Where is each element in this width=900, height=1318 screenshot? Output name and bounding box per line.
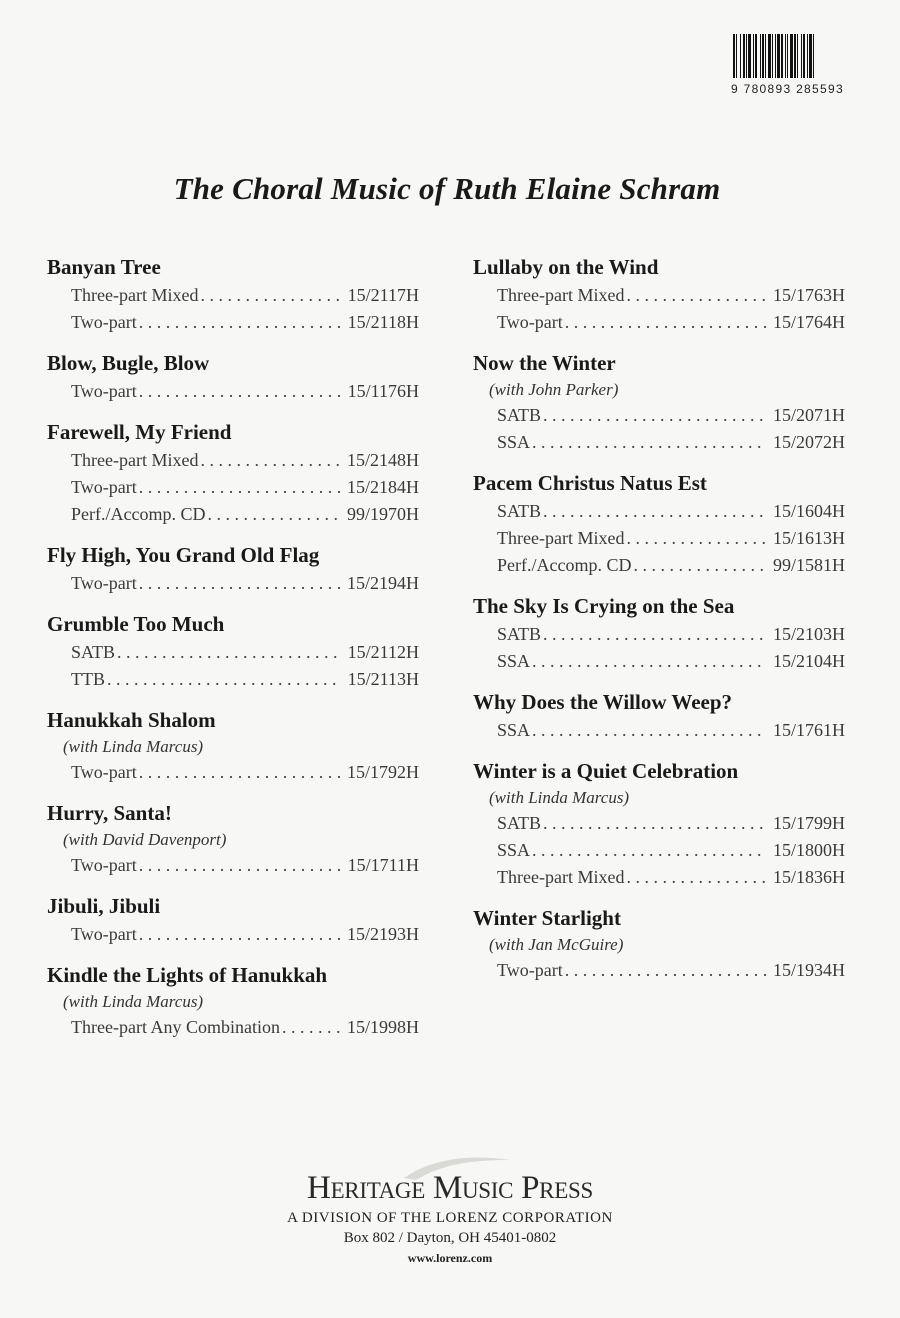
barcode-bars — [731, 34, 859, 78]
edition-voicing: Perf./Accomp. CD — [71, 504, 206, 524]
edition-voicing: Two-part — [497, 312, 563, 332]
barcode-bar — [775, 34, 776, 78]
edition-row — [47, 282, 419, 309]
edition-voicing: Three-part Mixed — [497, 528, 625, 548]
catalog-number: 99/1970H — [347, 504, 419, 524]
catalog-number: 15/2184H — [347, 477, 419, 497]
edition-voicing: Two-part — [71, 855, 137, 875]
dot-leader — [139, 921, 341, 948]
barcode-bar — [777, 34, 780, 78]
catalog-number: 15/1761H — [773, 720, 845, 740]
barcode-bar — [809, 34, 812, 78]
edition-voicing: Two-part — [71, 381, 137, 401]
edition-row — [473, 837, 845, 864]
barcode-bar — [762, 34, 764, 78]
barcode-bar — [813, 34, 814, 78]
dot-leader — [532, 648, 767, 675]
catalog-number: 15/2117H — [347, 285, 419, 305]
barcode-bar — [740, 34, 741, 78]
edition-row — [473, 498, 845, 525]
edition-voicing: SATB — [497, 813, 542, 833]
edition-row — [47, 501, 419, 528]
edition-row — [47, 447, 419, 474]
edition-voicing: SSA — [497, 840, 531, 860]
dot-leader — [139, 309, 342, 336]
edition-voicing: Two-part — [497, 960, 563, 980]
song-title: Farewell, My Friend — [47, 420, 232, 444]
song-title: Hurry, Santa! — [47, 801, 172, 825]
dot-leader — [565, 957, 767, 984]
catalog-number: 15/2194H — [347, 573, 419, 593]
right-column — [473, 252, 845, 996]
song-credit: (with Linda Marcus) — [63, 992, 204, 1011]
catalog-number: 15/1792H — [347, 762, 419, 782]
song-title: Winter Starlight — [473, 906, 621, 930]
dot-leader — [543, 621, 767, 648]
edition-voicing: Two-part — [71, 762, 137, 782]
catalog-number: 15/2113H — [347, 669, 419, 689]
catalog-number: 15/1763H — [773, 285, 845, 305]
barcode-bar — [797, 34, 798, 78]
song-title: Blow, Bugle, Blow — [47, 351, 210, 375]
barcode-bar — [743, 34, 745, 78]
edition-voicing: SSA — [497, 651, 531, 671]
edition-row — [47, 852, 419, 879]
song-entry — [47, 609, 419, 693]
dot-leader — [282, 1014, 341, 1041]
song-title: Banyan Tree — [47, 255, 161, 279]
song-title: Lullaby on the Wind — [473, 255, 659, 279]
dot-leader — [207, 501, 341, 528]
edition-row — [473, 648, 845, 675]
catalog-number: 15/1176H — [347, 381, 419, 401]
song-entry — [47, 960, 419, 1041]
song-title: Winter is a Quiet Celebration — [473, 759, 739, 783]
edition-voicing: TTB — [71, 669, 105, 689]
edition-row — [473, 717, 845, 744]
catalog-number: 15/1711H — [347, 855, 419, 875]
edition-voicing: SATB — [497, 501, 542, 521]
barcode-bar — [803, 34, 805, 78]
dot-leader — [532, 717, 767, 744]
song-entry — [473, 348, 845, 456]
catalog-number: 15/1613H — [773, 528, 845, 548]
barcode-bar — [755, 34, 757, 78]
catalog-number: 15/1764H — [773, 312, 845, 332]
catalog-number: 99/1581H — [773, 555, 845, 575]
isbn-number: 9 780893 285593 — [731, 82, 844, 96]
song-title: Kindle the Lights of Hanukkah — [47, 963, 328, 987]
edition-voicing: Three-part Mixed — [497, 867, 625, 887]
song-credit: (with David Davenport) — [63, 830, 227, 849]
dot-leader — [565, 309, 767, 336]
dot-leader — [633, 552, 767, 579]
barcode-bar — [781, 34, 783, 78]
song-entry — [47, 252, 419, 336]
edition-voicing: Three-part Mixed — [71, 285, 199, 305]
catalog-number: 15/2072H — [773, 432, 845, 452]
edition-row — [473, 525, 845, 552]
dot-leader — [626, 282, 767, 309]
edition-voicing: Two-part — [71, 477, 137, 497]
song-credit: (with Jan McGuire) — [489, 935, 624, 954]
barcode-bar — [746, 34, 747, 78]
song-entry — [47, 348, 419, 405]
edition-voicing: SATB — [71, 642, 116, 662]
song-entry — [473, 687, 845, 744]
catalog-number: 15/1836H — [773, 867, 845, 887]
barcode-bar — [736, 34, 737, 78]
song-title: Jibuli, Jibuli — [47, 894, 161, 918]
edition-row — [47, 309, 419, 336]
edition-voicing: Two-part — [71, 924, 137, 944]
edition-row — [473, 957, 845, 984]
edition-row — [473, 429, 845, 456]
barcode-bar — [760, 34, 761, 78]
dot-leader — [107, 666, 342, 693]
song-title: Now the Winter — [473, 351, 616, 375]
left-column — [47, 252, 419, 1053]
edition-row — [47, 570, 419, 597]
edition-row — [473, 282, 845, 309]
song-entry — [473, 468, 845, 579]
catalog-number: 15/2103H — [773, 624, 845, 644]
edition-voicing: Two-part — [71, 312, 137, 332]
edition-row — [47, 666, 419, 693]
dot-leader — [532, 837, 767, 864]
song-entry — [473, 903, 845, 984]
catalog-number: 15/1934H — [773, 960, 845, 980]
dot-leader — [200, 282, 341, 309]
dot-leader — [139, 570, 341, 597]
catalog-number: 15/1800H — [773, 840, 845, 860]
isbn-barcode — [731, 34, 859, 97]
edition-row — [47, 474, 419, 501]
edition-voicing: Three-part Mixed — [497, 285, 625, 305]
dot-leader — [139, 378, 342, 405]
edition-row — [473, 552, 845, 579]
edition-voicing: Three-part Any Combination — [71, 1017, 280, 1037]
publisher-website[interactable]: www.lorenz.com — [407, 1251, 493, 1265]
catalog-number: 15/2148H — [347, 450, 419, 470]
edition-voicing: SSA — [497, 720, 531, 740]
song-credit: (with Linda Marcus) — [63, 737, 204, 756]
edition-row — [473, 402, 845, 429]
edition-row — [47, 378, 419, 405]
song-entry — [47, 540, 419, 597]
song-title: Grumble Too Much — [47, 612, 225, 636]
catalog-number: 15/2071H — [773, 405, 845, 425]
page-title: The Choral Music of Ruth Elaine Schram — [173, 170, 721, 206]
catalog-number: 15/1998H — [347, 1017, 419, 1037]
dot-leader — [117, 639, 342, 666]
edition-voicing: Perf./Accomp. CD — [497, 555, 632, 575]
barcode-bar — [790, 34, 793, 78]
barcode-bar — [753, 34, 754, 78]
edition-voicing: Two-part — [71, 573, 137, 593]
barcode-bar — [765, 34, 766, 78]
edition-row — [473, 810, 845, 837]
barcode-bar — [794, 34, 796, 78]
barcode-bar — [801, 34, 802, 78]
song-title: The Sky Is Crying on the Sea — [473, 594, 735, 618]
catalog-number: 15/1799H — [773, 813, 845, 833]
dot-leader — [626, 525, 767, 552]
edition-row — [47, 759, 419, 786]
song-title: Pacem Christus Natus Est — [473, 471, 707, 495]
edition-voicing: Three-part Mixed — [71, 450, 199, 470]
edition-row — [473, 864, 845, 891]
catalog-number: 15/2112H — [347, 642, 419, 662]
publisher-name: Heritage Music Press — [307, 1170, 593, 1206]
barcode-bar — [733, 34, 735, 78]
publisher-division: A DIVISION OF THE LORENZ CORPORATION — [287, 1210, 613, 1226]
song-entry — [47, 798, 419, 879]
publisher-block — [0, 1168, 900, 1268]
dot-leader — [532, 429, 767, 456]
dot-leader — [139, 474, 341, 501]
barcode-bar — [748, 34, 751, 78]
song-credit: (with John Parker) — [489, 380, 619, 399]
song-title: Why Does the Willow Weep? — [473, 690, 733, 714]
edition-row — [473, 309, 845, 336]
catalog-number: 15/1604H — [773, 501, 845, 521]
dot-leader — [200, 447, 341, 474]
song-entry — [473, 591, 845, 675]
edition-voicing: SATB — [497, 624, 542, 644]
dot-leader — [543, 498, 767, 525]
barcode-bar — [807, 34, 808, 78]
song-title: Fly High, You Grand Old Flag — [47, 543, 320, 567]
song-credit: (with Linda Marcus) — [489, 788, 630, 807]
song-entry — [473, 756, 845, 891]
dot-leader — [139, 759, 341, 786]
song-entry — [473, 252, 845, 336]
dot-leader — [543, 402, 767, 429]
dot-leader — [543, 810, 767, 837]
catalog-number: 15/2193H — [347, 924, 419, 944]
song-entry — [47, 891, 419, 948]
song-entry — [47, 705, 419, 786]
publisher-address: Box 802 / Dayton, OH 45401-0802 — [343, 1230, 557, 1246]
edition-row — [47, 1014, 419, 1041]
edition-voicing: SSA — [497, 432, 531, 452]
catalog-number: 15/2104H — [773, 651, 845, 671]
dot-leader — [139, 852, 342, 879]
edition-voicing: SATB — [497, 405, 542, 425]
publisher-logo — [307, 1168, 593, 1208]
edition-row — [473, 621, 845, 648]
barcode-bar — [787, 34, 788, 78]
edition-row — [47, 639, 419, 666]
catalog-number: 15/2118H — [347, 312, 419, 332]
barcode-bar — [785, 34, 786, 78]
barcode-bar — [768, 34, 771, 78]
barcode-bar — [772, 34, 773, 78]
song-entry — [47, 417, 419, 528]
edition-row — [47, 921, 419, 948]
dot-leader — [626, 864, 767, 891]
song-title: Hanukkah Shalom — [47, 708, 216, 732]
